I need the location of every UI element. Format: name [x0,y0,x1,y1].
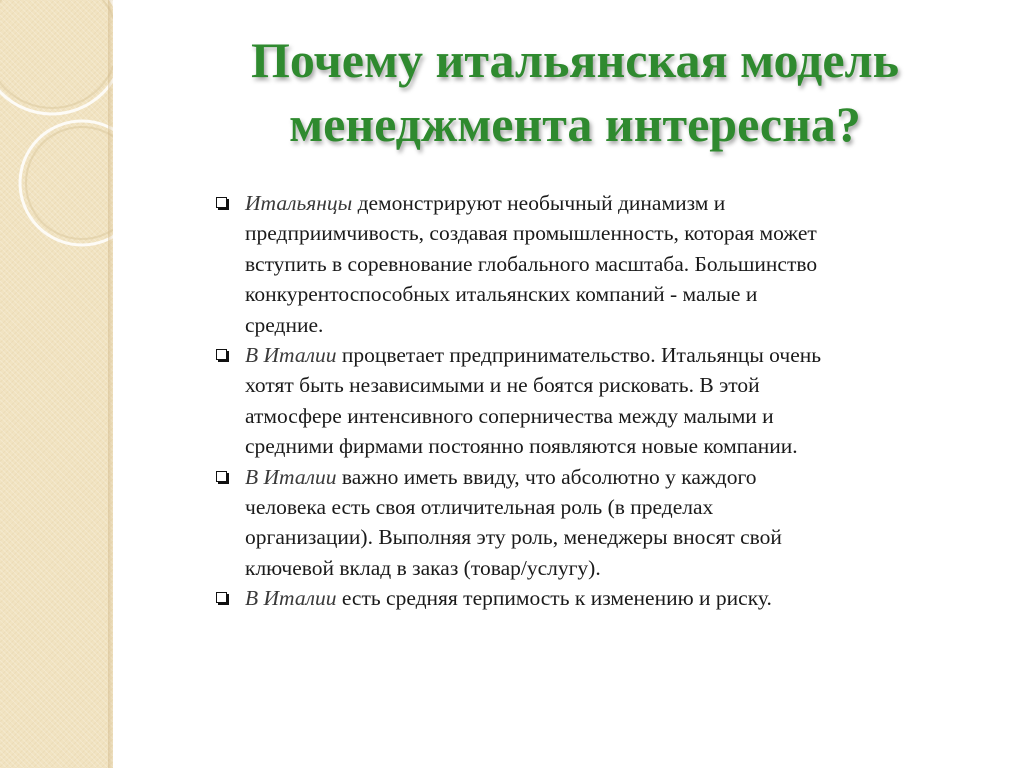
slide-title-line-2: менеджмента интересна? [289,96,861,152]
bullet-item-2 [216,340,826,462]
bullet-item-3 [216,462,826,584]
bullet-item-4 [216,583,826,613]
bullet-lead: В Италии [245,586,337,611]
bullet-list [216,188,826,614]
bullet-text: есть средняя терпимость к изменению и риску. [336,586,772,611]
bullet-text: важно иметь ввиду, что абсолютно у каждого человека есть своя отличительная роль (в пределах организации). Выполняя эту роль, менеджеры вносят свой ключевой вклад в заказ (товар/услугу). [245,464,782,580]
bullet-lead: Итальянцы [245,191,353,215]
hollow-square-bullet-icon [216,592,227,603]
slide-title-line-1: Почему итальянская модель [250,32,900,88]
bullet-lead: В Италии [245,343,337,368]
bullet-item-1 [216,188,826,340]
hollow-square-bullet-icon [216,471,227,482]
hollow-square-bullet-icon [216,197,227,208]
sidebar-shadow-edge [108,0,113,768]
slide-title [140,28,1010,156]
hollow-square-bullet-icon [216,349,227,360]
circle-ring-ornament-icon [0,0,113,768]
decorative-sidebar [0,0,113,768]
bullet-text: процветает предпринимательство. Итальянцы очень хотят быть независимыми и не боятся рисковать. В этой атмосфере интенсивного соперничества между малыми и средними фирмами постоянно появляются новые компании. [245,343,822,459]
bullet-lead: В Италии [245,464,337,489]
bullet-text: демонстрируют необычный динамизм и предприимчивость, создавая промышленность, которая может вступить в соревнование глобального масштаба. Большинство конкурентоспособных итальянских компаний - малые и средние. [245,191,818,337]
